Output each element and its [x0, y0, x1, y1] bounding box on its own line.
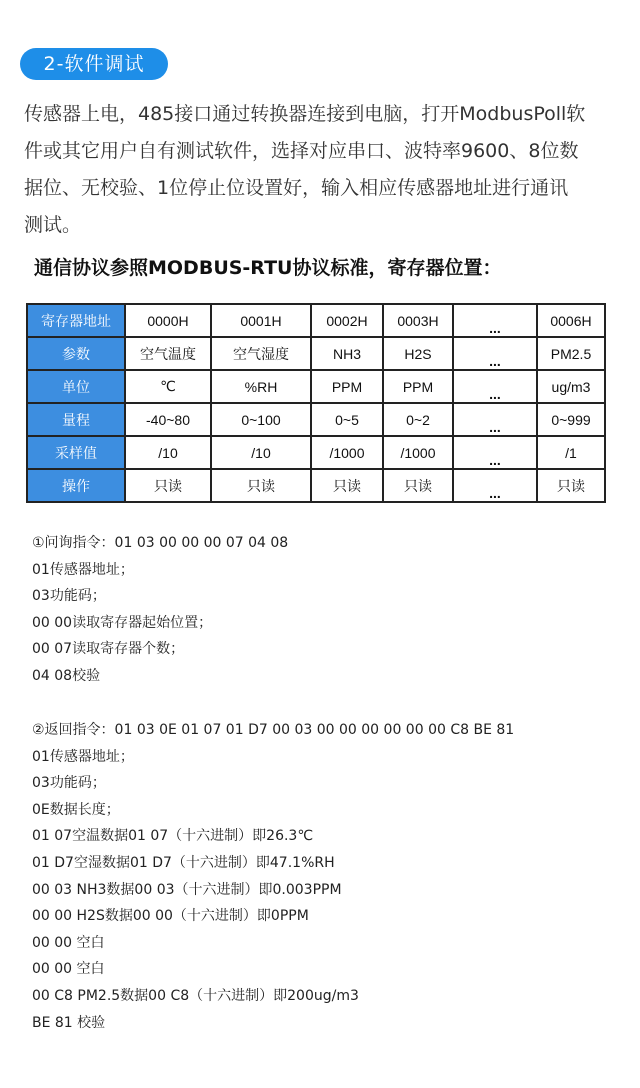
query-line: ①问询指令：01 03 00 00 00 07 04 08 [32, 535, 289, 551]
table-cell: 空气湿度 [211, 337, 311, 370]
table-cell: /10 [211, 436, 311, 469]
intro-line: 件或其它用户自有测试软件，选择对应串口、波特率9600、8位数 [24, 140, 579, 162]
table-cell: 只读 [311, 469, 383, 502]
row-header: 操作 [27, 469, 125, 502]
table-cell: H2S [383, 337, 453, 370]
query-line: 03功能码； [32, 588, 106, 605]
response-line: 00 00 空白 [32, 934, 105, 951]
intro-line: 据位、无校验、1位停止位设置好，输入相应传感器地址进行通讯 [24, 177, 569, 199]
table-row [27, 337, 605, 370]
response-line: 00 C8 PM2.5数据00 C8（十六进制）即200ug/m3 [32, 987, 359, 1004]
table-cell: /1 [537, 436, 605, 469]
section-title: 2-软件调试 [20, 48, 168, 80]
table-cell: ... [453, 469, 537, 502]
table-cell: 0001H [211, 304, 311, 337]
table-cell: 0002H [311, 304, 383, 337]
response-line: 03功能码； [32, 775, 106, 792]
response-line: 00 03 NH3数据00 03（十六进制）即0.003PPM [32, 881, 342, 898]
table-cell: ... [453, 370, 537, 403]
table-cell: 只读 [211, 469, 311, 502]
table-cell: %RH [211, 370, 311, 403]
table-row [27, 370, 605, 403]
intro-line: 传感器上电，485接口通过转换器连接到电脑，打开ModbusPoll软 [24, 103, 586, 125]
table-cell: ... [453, 304, 537, 337]
query-line: 04 08校验 [32, 667, 101, 684]
intro-text [24, 96, 624, 244]
response-line: ②返回指令：01 03 0E 01 07 01 D7 00 03 00 00 00 00 00 00 C8 BE 81 [32, 722, 515, 738]
response-line: 01传感器地址； [32, 748, 134, 765]
table-cell: PPM [311, 370, 383, 403]
response-line: 00 00 空白 [32, 961, 105, 978]
row-header: 寄存器地址 [27, 304, 125, 337]
intro-line: 测试。 [24, 214, 82, 236]
register-table [26, 303, 606, 503]
table-cell: ℃ [125, 370, 211, 403]
table-cell: 只读 [125, 469, 211, 502]
query-line: 00 00读取寄存器起始位置； [32, 614, 213, 631]
table-cell: ... [453, 403, 537, 436]
table-cell: 0~100 [211, 403, 311, 436]
response-command-block [32, 717, 622, 1036]
table-cell: ug/m3 [537, 370, 605, 403]
table-cell: 0~5 [311, 403, 383, 436]
row-header: 采样值 [27, 436, 125, 469]
table-cell: 空气温度 [125, 337, 211, 370]
table-cell: PPM [383, 370, 453, 403]
query-command-block [32, 530, 622, 690]
query-line: 01传感器地址； [32, 561, 134, 578]
table-row [27, 469, 605, 502]
table-cell: -40~80 [125, 403, 211, 436]
response-line: BE 81 校验 [32, 1014, 106, 1031]
response-line: 01 07空温数据01 07（十六进制）即26.3℃ [32, 828, 314, 845]
table-row [27, 436, 605, 469]
row-header: 单位 [27, 370, 125, 403]
table-cell: 只读 [537, 469, 605, 502]
table-cell: /1000 [311, 436, 383, 469]
row-header: 参数 [27, 337, 125, 370]
table-cell: 0~2 [383, 403, 453, 436]
table-cell: ... [453, 436, 537, 469]
table-cell: PM2.5 [537, 337, 605, 370]
table-cell: 只读 [383, 469, 453, 502]
table-cell: 0~999 [537, 403, 605, 436]
response-line: 00 00 H2S数据00 00（十六进制）即0PPM [32, 908, 309, 925]
table-row [27, 304, 605, 337]
table-cell: 0006H [537, 304, 605, 337]
table-cell: /10 [125, 436, 211, 469]
table-cell: NH3 [311, 337, 383, 370]
table-cell: 0003H [383, 304, 453, 337]
response-line: 0E数据长度； [32, 801, 120, 818]
table-cell: /1000 [383, 436, 453, 469]
table-cell: ... [453, 337, 537, 370]
table-title: 通信协议参照MODBUS-RTU协议标准，寄存器位置： [34, 257, 502, 279]
query-line: 00 07读取寄存器个数； [32, 641, 185, 658]
response-line: 01 D7空湿数据01 D7（十六进制）即47.1%RH [32, 854, 335, 871]
table-cell: 0000H [125, 304, 211, 337]
table-row [27, 403, 605, 436]
row-header: 量程 [27, 403, 125, 436]
